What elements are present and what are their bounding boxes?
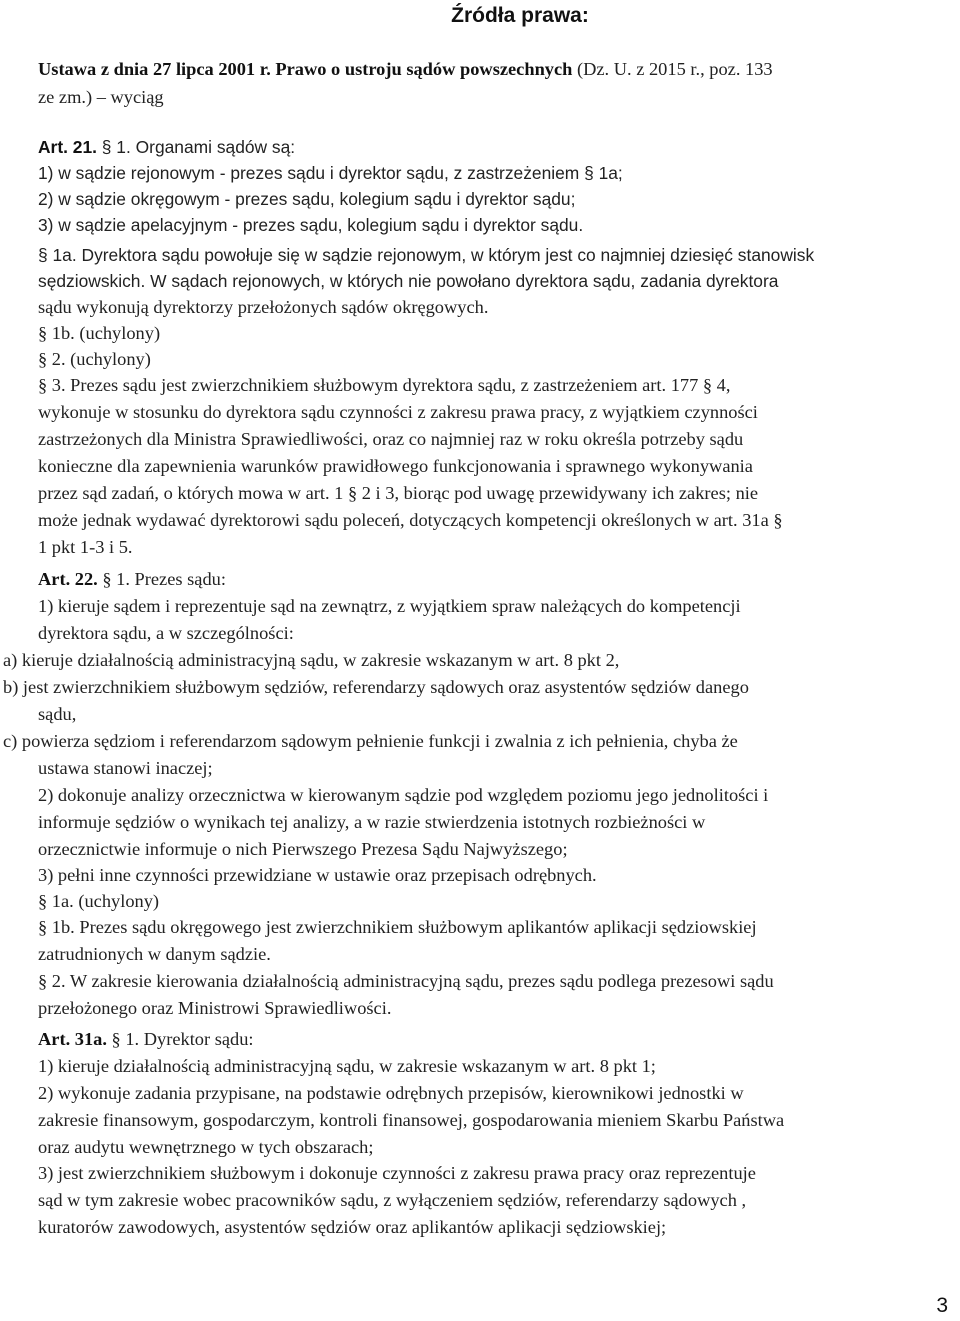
text-line: [38, 320, 160, 346]
line-text: oraz audytu wewnętrznego w tych obszarach;: [38, 1137, 374, 1157]
line-text: sędziowskich. W sądach rejonowych, w których nie powołano dyrektora sądu, zadania dyrektora: [38, 271, 779, 291]
text-line: [38, 268, 778, 294]
text-line: [38, 84, 164, 110]
line-text: ustawa stanowi inaczej;: [38, 758, 213, 778]
line-text: § 1b. Prezes sądu okręgowego jest zwierzchnikiem służbowym aplikantów aplikacji sędziowskiej: [38, 917, 757, 937]
text-line: [38, 620, 294, 646]
text-line: [38, 1053, 656, 1079]
text-line: [38, 372, 730, 398]
text-line: [38, 755, 213, 781]
line-text: § 2. W zakresie kierowania działalnością administracyjną sądu, prezes sądu podlega prezesowi sądu: [38, 971, 774, 991]
line-text: konieczne dla zapewnienia warunków prawidłowego funkcjonowania i sprawnego wykonywania: [38, 456, 753, 476]
text-line: [38, 1187, 746, 1213]
line-text: dyrektora sądu, a w szczególności:: [38, 623, 294, 643]
text-line: [38, 160, 623, 186]
line-text: 3) jest zwierzchnikiem służbowym i dokonuje czynności z zakresu prawa pracy oraz reprezentuje: [38, 1163, 756, 1183]
text-line: [38, 1026, 254, 1052]
text-line: [38, 782, 768, 808]
text-line: [38, 242, 814, 268]
line-text: 1 pkt 1-3 i 5.: [38, 537, 133, 557]
text-line: [38, 1107, 784, 1133]
line-text: sądu wykonują dyrektorzy przełożonych sądów okręgowych.: [38, 297, 489, 317]
text-line: [38, 836, 568, 862]
text-line: [38, 186, 575, 212]
text-line: [38, 453, 753, 479]
text-line: [38, 862, 597, 888]
text-line: [38, 1134, 374, 1160]
text-line: [38, 134, 295, 160]
text-line: [38, 56, 773, 82]
line-text: § 1a. (uchylony): [38, 891, 160, 911]
line-text: orzecznictwie informuje o nich Pierwszego Prezesa Sądu Najwyższego;: [38, 839, 568, 859]
text-line: [38, 809, 705, 835]
line-text: a) kieruje działalnością administracyjną sądu, w zakresie wskazanym w art. 8 pkt 2,: [3, 650, 620, 670]
line-text: § 1a. Dyrektora sądu powołuje się w sądzie rejonowym, w którym jest co najmniej dziesięć stanowisk: [38, 245, 815, 265]
line-text: 2) w sądzie okręgowym - prezes sądu, kolegium sądu i dyrektor sądu;: [38, 189, 576, 209]
page-title: Źródła prawa:: [451, 4, 589, 27]
line-text: § 1. Organami sądów są:: [101, 137, 296, 157]
line-text: może jednak wydawać dyrektorowi sądu poleceń, dotyczących kompetencji określonych w art. 31a §: [38, 510, 783, 530]
article-heading: Art. 21.: [38, 137, 102, 157]
line-text: § 3. Prezes sądu jest zwierzchnikiem służbowym dyrektora sądu, z zastrzeżeniem art. 177 § 4,: [38, 375, 731, 395]
line-text: b) jest zwierzchnikiem służbowym sędziów, referendarzy sądowych oraz asystentów sędziów danego: [3, 677, 749, 697]
text-line: [3, 647, 619, 673]
line-text: § 1b. (uchylony): [38, 323, 161, 343]
line-text: wykonuje w stosunku do dyrektora sądu czynności z zakresu prawa pracy, z wyjątkiem czynności: [38, 402, 758, 422]
text-line: [38, 1080, 744, 1106]
page-number: 3: [936, 1294, 948, 1317]
text-line: [38, 507, 783, 533]
line-text: 1) kieruje działalnością administracyjną sądu, w zakresie wskazanym w art. 8 pkt 1;: [38, 1056, 656, 1076]
article-heading: Art. 31a.: [38, 1029, 112, 1049]
line-text: 1) kieruje sądem i reprezentuje sąd na zewnątrz, z wyjątkiem spraw należących do kompetencji: [38, 596, 741, 616]
article-heading: Ustawa z dnia 27 lipca 2001 r. Prawo o ustroju sądów powszechnych: [38, 59, 573, 79]
text-line: [38, 480, 758, 506]
line-text: 3) w sądzie apelacyjnym - prezes sądu, kolegium sądu i dyrektor sądu.: [38, 215, 584, 235]
line-text: 3) pełni inne czynności przewidziane w ustawie oraz przepisach odrębnych.: [38, 865, 597, 885]
line-text: § 1. Dyrektor sądu:: [111, 1029, 254, 1049]
text-line: [3, 728, 738, 754]
line-text: informuje sędziów o wynikach tej analizy, a w razie stwierdzenia istotnych rozbieżności w: [38, 812, 706, 832]
line-text: 1) w sądzie rejonowym - prezes sądu i dyrektor sądu, z zastrzeżeniem § 1a;: [38, 163, 623, 183]
text-line: [38, 1214, 666, 1240]
text-line: [38, 566, 226, 592]
line-text: przez sąd zadań, o których mowa w art. 1 § 2 i 3, biorąc pod uwagę przewidywany ich zakres; nie: [38, 483, 759, 503]
text-line: [38, 1160, 756, 1186]
line-text: sądu,: [38, 704, 77, 724]
line-text: 2) dokonuje analizy orzecznictwa w kierowanym sądzie pod względem poziomu jego jednolitości i: [38, 785, 769, 805]
line-text: zakresie finansowym, gospodarczym, kontroli finansowej, gospodarowania mieniem Skarbu Państwa: [38, 1110, 785, 1130]
line-text: sąd w tym zakresie wobec pracowników sądu, z wyłączeniem sędziów, referendarzy sądowych ,: [38, 1190, 747, 1210]
line-text: przełożonego oraz Ministrowi Sprawiedliwości.: [38, 998, 392, 1018]
text-line: [38, 399, 758, 425]
line-text: zastrzeżonych dla Ministra Sprawiedliwości, oraz co najmniej raz w roku określa potrzeby sądu: [38, 429, 744, 449]
text-line: [38, 534, 133, 560]
line-text: c) powierza sędziom i referendarzom sądowym pełnienie funkcji i zwalnia z ich pełnienia, chyba że: [3, 731, 738, 751]
line-text: ze zm.) – wyciąg: [38, 87, 164, 107]
article-heading: Art. 22.: [38, 569, 103, 589]
line-text: kuratorów zawodowych, asystentów sędziów oraz aplikantów aplikacji sędziowskiej;: [38, 1217, 667, 1237]
text-line: [38, 701, 76, 727]
text-line: [38, 968, 774, 994]
text-line: [38, 426, 743, 452]
line-text: § 1. Prezes sądu:: [102, 569, 226, 589]
line-text: § 2. (uchylony): [38, 349, 151, 369]
line-text: zatrudnionych w danym sądzie.: [38, 944, 271, 964]
text-line: [38, 346, 151, 372]
text-line: [38, 995, 391, 1021]
text-line: [38, 888, 159, 914]
text-line: [38, 294, 488, 320]
text-line: [38, 941, 271, 967]
text-line: [38, 593, 741, 619]
line-text: 2) wykonuje zadania przypisane, na podstawie odrębnych przepisów, kierownikowi jednostki w: [38, 1083, 744, 1103]
text-line: [3, 674, 749, 700]
line-text: (Dz. U. z 2015 r., poz. 133: [572, 59, 773, 79]
text-line: [38, 212, 583, 238]
text-line: [38, 914, 757, 940]
